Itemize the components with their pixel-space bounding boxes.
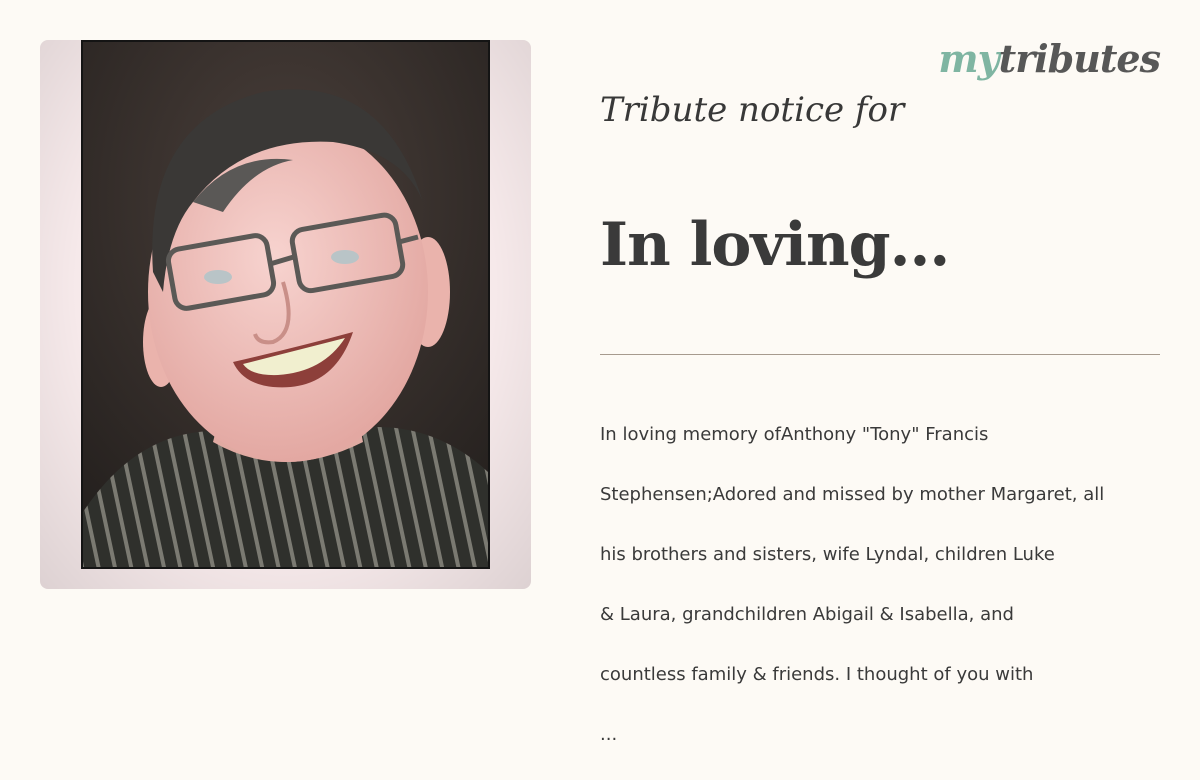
logo-prefix: my: [938, 36, 999, 81]
mytributes-logo[interactable]: [938, 36, 1160, 81]
excerpt-line: & Laura, grandchildren Abigail & Isabella, and: [600, 604, 1014, 625]
tribute-photo: [81, 40, 490, 569]
excerpt-line: Stephensen;Adored and missed by mother Margaret, all: [600, 484, 1105, 505]
excerpt-line: countless family & friends. I thought of you with: [600, 664, 1034, 685]
portrait-illustration: [83, 42, 488, 567]
excerpt-line: his brothers and sisters, wife Lyndal, children Luke: [600, 544, 1055, 565]
logo-suffix: tributes: [998, 36, 1160, 81]
excerpt-line: In loving memory ofAnthony "Tony" Francis: [600, 424, 989, 445]
tribute-excerpt: [600, 390, 1160, 780]
section-divider: [600, 354, 1160, 355]
tribute-photo-card: [40, 40, 531, 589]
tribute-notice-label: Tribute notice for: [600, 90, 905, 130]
excerpt-ellipsis: ...: [600, 724, 618, 745]
tribute-headline: In loving...: [600, 210, 950, 280]
